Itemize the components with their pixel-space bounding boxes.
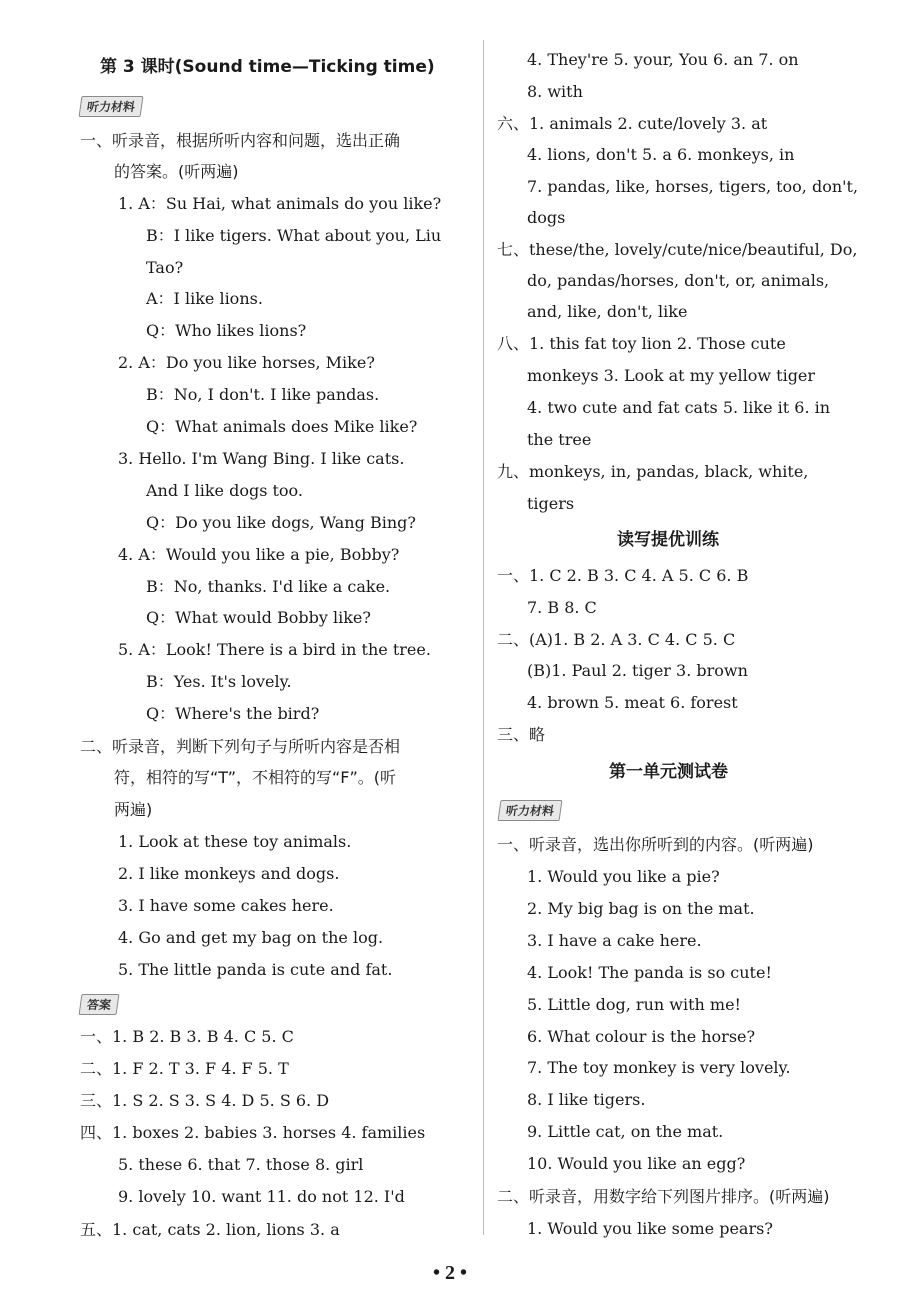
list-item: 6. What colour is the horse?: [527, 1027, 756, 1046]
answer-line: 二、(A)1. B 2. A 3. C 4. C 5. C: [497, 630, 736, 649]
list-item: Q：Do you like dogs, Wang Bing?: [146, 513, 416, 532]
list-item: 7. The toy monkey is very lovely.: [527, 1058, 791, 1077]
answer-line: 四、1. boxes 2. babies 3. horses 4. families: [80, 1123, 426, 1142]
lesson-title: 第 3 课时(Sound time—Ticking time): [100, 57, 435, 77]
answer-line: 一、1. B 2. B 3. B 4. C 5. C: [80, 1027, 294, 1046]
list-item: 2. A：Do you like horses, Mike?: [118, 353, 375, 372]
answer-line: and, like, don't, like: [527, 302, 688, 321]
list-item: 8. I like tigers.: [527, 1090, 646, 1109]
listening-material-tag: 听力材料: [79, 96, 144, 117]
list-item: 5. Little dog, run with me!: [527, 995, 741, 1014]
q2-instruction: 二、听录音，判断下列句子与所听内容是否相: [80, 737, 401, 756]
answer-line: 七、these/the, lovely/cute/nice/beautiful, Do,: [497, 240, 858, 259]
answer-line: tigers: [527, 494, 575, 513]
list-item: B：No, thanks. I'd like a cake.: [146, 577, 391, 596]
answer-line: 八、1. this fat toy lion 2. Those cute: [497, 334, 786, 353]
list-item: 3. Hello. I'm Wang Bing. I like cats.: [118, 449, 405, 468]
answer-line: monkeys 3. Look at my yellow tiger: [527, 366, 816, 385]
list-item: 10. Would you like an egg?: [527, 1154, 746, 1173]
answer-line: 8. with: [527, 82, 583, 101]
answer-line: do, pandas/horses, don't, or, animals,: [527, 271, 830, 290]
list-item: 4. Look! The panda is so cute!: [527, 963, 772, 982]
answer-line: 五、1. cat, cats 2. lion, lions 3. a: [80, 1220, 340, 1239]
q2-instruction-cont: 符，相符的写“T”，不相符的写“F”。(听: [114, 768, 397, 787]
list-item: 1. Would you like a pie?: [527, 867, 720, 886]
page-number: • 2 •: [432, 1262, 467, 1284]
answer-tag: 答案: [79, 994, 120, 1015]
q1-instruction: 一、听录音，选出你所听到的内容。(听两遍): [497, 835, 814, 854]
list-item: 5. A：Look! There is a bird in the tree.: [118, 640, 431, 659]
list-item: 3. I have some cakes here.: [118, 896, 334, 915]
answer-line: the tree: [527, 430, 592, 449]
list-item: 5. The little panda is cute and fat.: [118, 960, 393, 979]
list-item: B：I like tigers. What about you, Liu: [146, 226, 442, 245]
answer-line: (B)1. Paul 2. tiger 3. brown: [527, 661, 748, 680]
listening-material-tag: 听力材料: [498, 800, 563, 821]
q2-instruction: 二、听录音，用数字给下列图片排序。(听两遍): [497, 1187, 830, 1206]
answer-line: 4. They're 5. your, You 6. an 7. on: [527, 50, 799, 69]
q1-instruction: 一、听录音，根据所听内容和问题，选出正确: [80, 131, 401, 150]
list-item: 1. A：Su Hai, what animals do you like?: [118, 194, 442, 213]
answer-line: 7. pandas, like, horses, tigers, too, don't,: [527, 177, 859, 196]
list-item: A：I like lions.: [146, 289, 263, 308]
list-item: 1. Would you like some pears?: [527, 1219, 773, 1238]
answer-line: 二、1. F 2. T 3. F 4. F 5. T: [80, 1059, 289, 1078]
answer-line: dogs: [527, 208, 566, 227]
list-item: B：No, I don't. I like pandas.: [146, 385, 380, 404]
list-item: And I like dogs too.: [146, 481, 303, 500]
answer-line: 一、1. C 2. B 3. C 4. A 5. C 6. B: [497, 566, 749, 585]
list-item: 3. I have a cake here.: [527, 931, 702, 950]
answer-line: 9. lovely 10. want 11. do not 12. I'd: [118, 1187, 405, 1206]
section-title-unit-test: 第一单元测试卷: [609, 762, 728, 782]
list-item: Tao?: [146, 258, 184, 277]
q1-instruction-cont: 的答案。(听两遍): [114, 162, 239, 181]
list-item: 2. My big bag is on the mat.: [527, 899, 755, 918]
list-item: 1. Look at these toy animals.: [118, 832, 352, 851]
answer-line: 三、1. S 2. S 3. S 4. D 5. S 6. D: [80, 1091, 330, 1110]
answer-line: 7. B 8. C: [527, 598, 597, 617]
column-divider: [483, 40, 484, 1235]
answer-line: 六、1. animals 2. cute/lovely 3. at: [497, 114, 768, 133]
section-title-reading-writing: 读写提优训练: [617, 530, 719, 550]
list-item: 2. I like monkeys and dogs.: [118, 864, 340, 883]
answer-line: 5. these 6. that 7. those 8. girl: [118, 1155, 364, 1174]
list-item: B：Yes. It's lovely.: [146, 672, 292, 691]
q2-instruction-cont2: 两遍): [114, 800, 153, 819]
list-item: Q：What would Bobby like?: [146, 608, 371, 627]
answer-line: 4. lions, don't 5. a 6. monkeys, in: [527, 145, 795, 164]
list-item: Q：Where's the bird?: [146, 704, 320, 723]
list-item: Q：What animals does Mike like?: [146, 417, 418, 436]
answer-line: 4. two cute and fat cats 5. like it 6. in: [527, 398, 831, 417]
list-item: 4. Go and get my bag on the log.: [118, 928, 384, 947]
list-item: Q：Who likes lions?: [146, 321, 307, 340]
list-item: 4. A：Would you like a pie, Bobby?: [118, 545, 400, 564]
answer-line: 三、略: [497, 725, 546, 744]
answer-line: 4. brown 5. meat 6. forest: [527, 693, 738, 712]
answer-line: 九、monkeys, in, pandas, black, white,: [497, 462, 809, 481]
list-item: 9. Little cat, on the mat.: [527, 1122, 724, 1141]
